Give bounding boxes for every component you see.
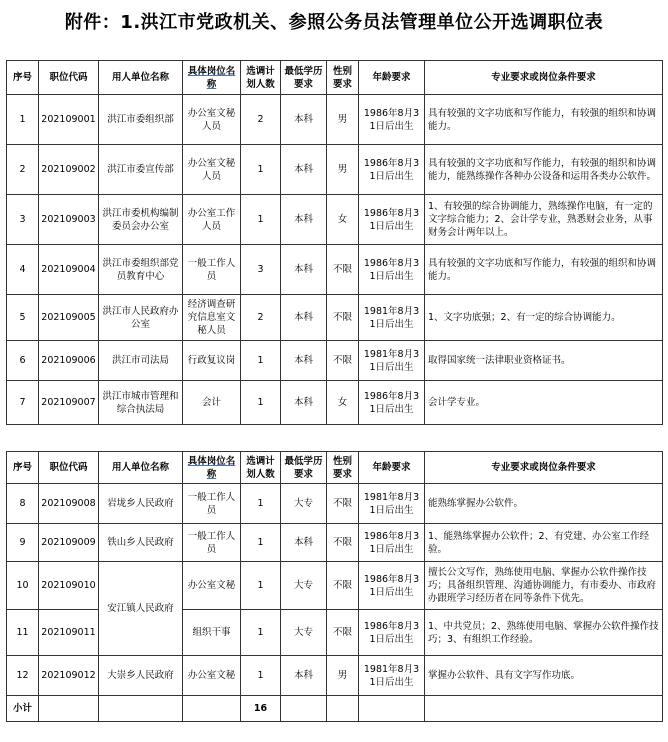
header-age: 年龄要求 [359, 61, 425, 95]
positions-table-1 [6, 60, 663, 425]
cell-position: 一般工作人员 [183, 524, 241, 562]
cell-position: 办公室文秘 [183, 656, 241, 696]
cell-gender: 男 [327, 95, 359, 145]
cell-position: 组织干事 [183, 610, 241, 656]
cell-edu: 本科 [281, 341, 327, 381]
cell-unit: 安江镇人民政府 [99, 562, 183, 656]
subtotal-label: 小计 [7, 696, 39, 722]
cell-edu: 本科 [281, 295, 327, 341]
header-code: 职位代码 [39, 452, 99, 484]
cell-unit: 洪江市司法局 [99, 341, 183, 381]
cell-position: 一般工作人员 [183, 245, 241, 295]
cell-code: 202109010 [39, 562, 99, 610]
cell-edu: 大专 [281, 610, 327, 656]
cell-gender: 女 [327, 381, 359, 425]
cell-gender: 不限 [327, 245, 359, 295]
cell-age: 1981年8月31日后出生 [359, 341, 425, 381]
header-count: 选调计划人数 [241, 61, 281, 95]
cell-count: 2 [241, 95, 281, 145]
header-position: 具体岗位名称 [183, 61, 241, 95]
cell-code: 202109004 [39, 245, 99, 295]
table-row [7, 195, 663, 245]
cell-seq: 6 [7, 341, 39, 381]
header-seq: 序号 [7, 452, 39, 484]
cell-count: 2 [241, 295, 281, 341]
cell-gender: 男 [327, 656, 359, 696]
cell-edu: 本科 [281, 381, 327, 425]
cell-req: 1、文字功底强；2、有一定的综合协调能力。 [425, 295, 663, 341]
cell-count: 1 [241, 145, 281, 195]
cell-count: 1 [241, 381, 281, 425]
cell-code: 202109008 [39, 484, 99, 524]
cell-req: 1、能熟练掌握办公软件；2、有党建、办公室工作经验。 [425, 524, 663, 562]
cell-req: 能熟练掌握办公软件。 [425, 484, 663, 524]
subtotal-row [7, 696, 663, 722]
cell-seq: 5 [7, 295, 39, 341]
cell-seq: 12 [7, 656, 39, 696]
cell-req: 具有较强的文字功底和写作能力，有较强的组织和协调能力，能熟练操作各种办公设备和运用各类办公软件。 [425, 145, 663, 195]
cell-count: 3 [241, 245, 281, 295]
cell-gender: 女 [327, 195, 359, 245]
cell-edu: 本科 [281, 145, 327, 195]
cell-seq: 4 [7, 245, 39, 295]
table-row [7, 95, 663, 145]
cell-position: 办公室文秘 [183, 562, 241, 610]
header-position: 具体岗位名称 [183, 452, 241, 484]
cell-age: 1986年8月31日后出生 [359, 381, 425, 425]
cell-edu: 大专 [281, 484, 327, 524]
cell-age: 1986年8月31日后出生 [359, 195, 425, 245]
cell-position: 会计 [183, 381, 241, 425]
cell-gender: 不限 [327, 341, 359, 381]
cell-seq: 10 [7, 562, 39, 610]
cell-unit: 洪江市人民政府办公室 [99, 295, 183, 341]
header-edu: 最低学历要求 [281, 452, 327, 484]
cell-seq: 8 [7, 484, 39, 524]
cell-position: 一般工作人员 [183, 484, 241, 524]
header-code: 职位代码 [39, 61, 99, 95]
cell-code: 202109006 [39, 341, 99, 381]
cell-age: 1981年8月31日后出生 [359, 295, 425, 341]
table-row [7, 562, 663, 610]
cell-req: 擅长公文写作，熟练使用电脑、掌握办公软件操作技巧；具备组织管理、沟通协调能力，有市委办、市政府办跟班学习经历者在同等条件下优先。 [425, 562, 663, 610]
cell-seq: 2 [7, 145, 39, 195]
cell-edu: 本科 [281, 656, 327, 696]
cell-unit: 洪江市委宣传部 [99, 145, 183, 195]
cell-age: 1986年8月31日后出生 [359, 524, 425, 562]
cell-req: 取得国家统一法律职业资格证书。 [425, 341, 663, 381]
table-row [7, 381, 663, 425]
page-title: 附件：1.洪江市党政机关、参照公务员法管理单位公开选调职位表 [64, 12, 604, 33]
cell-edu: 本科 [281, 95, 327, 145]
cell-edu: 本科 [281, 245, 327, 295]
cell-code: 202109001 [39, 95, 99, 145]
cell-code: 202109009 [39, 524, 99, 562]
cell-req: 1、有较强的综合协调能力，熟练操作电脑，有一定的文字综合能力；2、会计学专业，熟悉财会业务，从事财务会计两年以上。 [425, 195, 663, 245]
cell-unit: 洪江市委组织部党员教育中心 [99, 245, 183, 295]
cell-seq: 3 [7, 195, 39, 245]
cell-req: 掌握办公软件、具有文字写作功底。 [425, 656, 663, 696]
cell-count: 1 [241, 484, 281, 524]
cell-gender: 不限 [327, 295, 359, 341]
cell-unit: 洪江市城市管理和综合执法局 [99, 381, 183, 425]
cell-edu: 本科 [281, 524, 327, 562]
header-unit: 用人单位名称 [99, 452, 183, 484]
cell-code: 202109007 [39, 381, 99, 425]
cell-req: 具有较强的文字功底和写作能力，有较强的组织和协调能力。 [425, 95, 663, 145]
cell-code: 202109011 [39, 610, 99, 656]
cell-unit: 岩垅乡人民政府 [99, 484, 183, 524]
header-seq: 序号 [7, 61, 39, 95]
cell-unit: 洪江市委组织部 [99, 95, 183, 145]
cell-count: 1 [241, 195, 281, 245]
positions-table-2 [6, 451, 663, 722]
subtotal-count: 16 [241, 696, 281, 722]
cell-edu: 大专 [281, 562, 327, 610]
cell-position: 行政复议岗 [183, 341, 241, 381]
cell-unit: 大崇乡人民政府 [99, 656, 183, 696]
cell-position: 经济调查研究信息室文秘人员 [183, 295, 241, 341]
cell-gender: 不限 [327, 484, 359, 524]
header-age: 年龄要求 [359, 452, 425, 484]
table-header-row [7, 61, 663, 95]
cell-position: 办公室文秘人员 [183, 95, 241, 145]
cell-req: 具有较强的文字功底和写作能力，有较强的组织和协调能力。 [425, 245, 663, 295]
table-row [7, 524, 663, 562]
cell-age: 1986年8月31日后出生 [359, 562, 425, 610]
cell-age: 1986年8月31日后出生 [359, 95, 425, 145]
table-row [7, 341, 663, 381]
cell-seq: 1 [7, 95, 39, 145]
table-row [7, 295, 663, 341]
cell-req: 1、中共党员；2、熟练使用电脑、掌握办公软件操作技巧；3、有组织工作经验。 [425, 610, 663, 656]
cell-unit: 铁山乡人民政府 [99, 524, 183, 562]
cell-count: 1 [241, 610, 281, 656]
header-count: 选调计划人数 [241, 452, 281, 484]
header-edu: 最低学历要求 [281, 61, 327, 95]
cell-count: 1 [241, 656, 281, 696]
cell-age: 1986年8月31日后出生 [359, 145, 425, 195]
cell-count: 1 [241, 562, 281, 610]
table-row [7, 656, 663, 696]
header-req: 专业要求或岗位条件要求 [425, 452, 663, 484]
cell-count: 1 [241, 524, 281, 562]
cell-seq: 11 [7, 610, 39, 656]
cell-count: 1 [241, 341, 281, 381]
table-row [7, 484, 663, 524]
cell-unit: 洪江市委机构编制委员会办公室 [99, 195, 183, 245]
cell-position: 办公室工作人员 [183, 195, 241, 245]
header-req: 专业要求或岗位条件要求 [425, 61, 663, 95]
cell-seq: 9 [7, 524, 39, 562]
header-gender: 性别要求 [327, 452, 359, 484]
cell-req: 会计学专业。 [425, 381, 663, 425]
header-gender: 性别要求 [327, 61, 359, 95]
cell-code: 202109002 [39, 145, 99, 195]
cell-code: 202109012 [39, 656, 99, 696]
cell-seq: 7 [7, 381, 39, 425]
table-row [7, 245, 663, 295]
cell-age: 1981年8月31日后出生 [359, 484, 425, 524]
cell-gender: 不限 [327, 562, 359, 610]
cell-age: 1986年8月31日后出生 [359, 610, 425, 656]
cell-gender: 男 [327, 145, 359, 195]
header-unit: 用人单位名称 [99, 61, 183, 95]
cell-position: 办公室文秘人员 [183, 145, 241, 195]
cell-gender: 不限 [327, 524, 359, 562]
table-row [7, 145, 663, 195]
cell-code: 202109005 [39, 295, 99, 341]
table-header-row [7, 452, 663, 484]
cell-age: 1986年8月31日后出生 [359, 245, 425, 295]
cell-gender: 不限 [327, 610, 359, 656]
cell-code: 202109003 [39, 195, 99, 245]
cell-age: 1981年8月31日后出生 [359, 656, 425, 696]
cell-edu: 本科 [281, 195, 327, 245]
